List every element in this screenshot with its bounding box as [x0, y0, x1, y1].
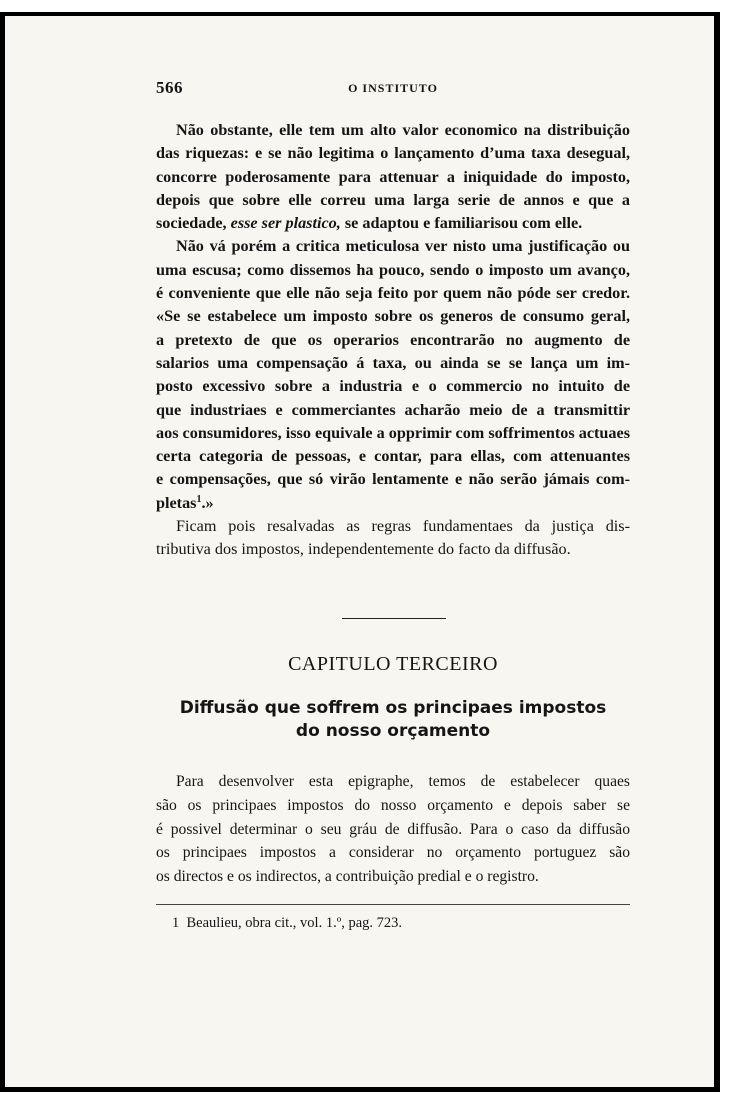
footnote-ref: 1	[196, 493, 202, 505]
text-line: os directos e os indirectos, a contribuição predial e o registro.	[156, 868, 539, 886]
text-line: a pretexto de que os operarios encontrarão no augmento de	[156, 330, 630, 349]
text-line: tributiva dos impostos, independentemente do facto da diffusão.	[156, 540, 571, 559]
text-span: se adaptou e familiarisou com elle.	[340, 214, 583, 233]
text-line: «Se se estabelece um imposto sobre os generos de consumo geral,	[156, 307, 630, 326]
text-line: Ficam pois resalvadas as regras fundamentaes da justiça dis-	[176, 517, 630, 536]
italic-phrase: esse ser plastico,	[230, 214, 341, 233]
page-number: 566	[156, 78, 183, 97]
footnote-divider	[156, 904, 630, 905]
text-line: das riquezas: e se não legitima o lançamento d’uma taxa desegual,	[156, 144, 630, 163]
footnote	[172, 915, 402, 932]
paragraph-3	[156, 515, 630, 562]
text-line: é conveniente que elle não seja feito por quem não póde ser credor.	[156, 284, 630, 303]
text-line: depois que sobre elle correu uma larga serie de annos e que a	[156, 190, 630, 209]
chapter-subtitle	[156, 697, 630, 743]
paragraph-1	[156, 119, 630, 235]
chapter-subtitle-line: do nosso orçamento	[295, 721, 491, 741]
text-line: aos consumidores, isso equivale a opprimir com soffrimentos actuaes	[156, 423, 630, 442]
text-line: salarios uma compensação á taxa, ou ainda se se lança um im-	[156, 353, 630, 372]
chapter-subtitle-line: Diffusão que soffrem os principaes impostos	[179, 698, 607, 718]
running-head: O INSTITUTO	[348, 81, 438, 95]
section-1	[156, 119, 630, 562]
text-line: certa categoria de pessoas, e contar, para ellas, com attenuantes	[156, 447, 630, 466]
text-span: .»	[201, 493, 214, 512]
paragraph-2	[156, 235, 630, 515]
text-line: uma escusa; como dissemos ha pouco, sendo o imposto um avanço,	[156, 260, 630, 279]
text-line: que industriaes e commerciantes acharão meio de a transmittir	[156, 400, 630, 419]
footnote-marker: 1	[172, 915, 180, 931]
section-divider	[342, 618, 446, 619]
text-line: Não vá porém a critica meticulosa ver nisto uma justificação ou	[176, 237, 630, 256]
text-line	[156, 212, 630, 235]
text-line: são os principaes impostos do nosso orçamento e depois saber se	[156, 796, 630, 814]
text-line: Não obstante, elle tem um alto valor economico na distribuição	[176, 121, 630, 139]
text-line: é possivel determinar o seu gráu de diffusão. Para o caso da diffusão	[156, 820, 630, 838]
chapter-title: CAPITULO TERCEIRO	[288, 653, 498, 675]
text-line: os principaes impostos a considerar no orçamento portuguez são	[156, 844, 630, 862]
text-span: sociedade,	[156, 214, 231, 233]
text-line: Para desenvolver esta epigraphe, temos de estabelecer quaes	[176, 773, 630, 790]
paragraph-4	[156, 770, 630, 889]
text-line: posto excessivo sobre a industria e o commercio no intuito de	[156, 377, 630, 396]
footnote-text: Beaulieu, obra cit., vol. 1.º, pag. 723.	[186, 915, 403, 931]
text-line: e compensações, que só virão lentamente e não serão jámais com-	[156, 470, 630, 489]
section-2	[156, 770, 630, 889]
page-header	[156, 78, 630, 102]
text-span: pletas	[156, 493, 197, 512]
text-line	[156, 492, 630, 515]
text-line: concorre poderosamente para attenuar a iniquidade do imposto,	[156, 167, 630, 186]
